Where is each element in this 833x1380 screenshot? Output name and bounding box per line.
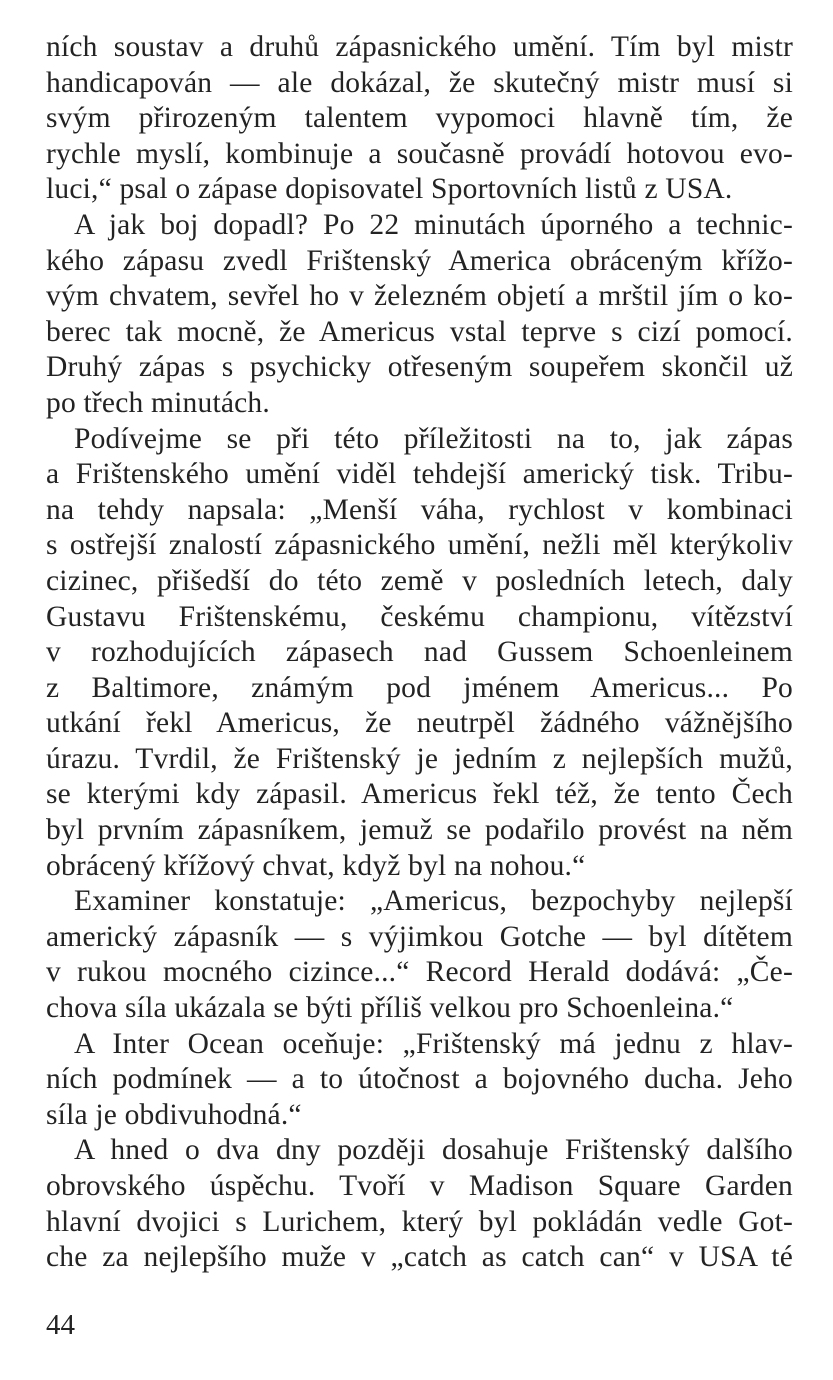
text-line: po třech minutách. (46, 386, 270, 419)
text-line: A jak boj dopadl? Po 22 minutách úporného a technic- (74, 208, 793, 241)
paragraph (46, 208, 793, 422)
text-line: se kterými kdy zápasil. Americus řekl též, že tento Čech (46, 778, 793, 811)
text-line: A hned o dva dny později dosahuje Frištenský dalšího (74, 1134, 793, 1167)
text-line: na tehdy napsala: „Menší váha, rychlost v kombinaci (46, 493, 793, 526)
text-line: rychle myslí, kombinuje a současně provádí hotovou evo- (46, 137, 793, 170)
text-line: handicapován — ale dokázal, že skutečný mistr musí si (46, 66, 793, 99)
text-line: s ostřejší znalostí zápasnického umění, nežli měl kterýkoliv (46, 529, 793, 562)
paragraph (46, 1027, 793, 1134)
text-line: che za nejlepšího muže v „catch as catch can“ v USA té (46, 1241, 793, 1274)
paragraph (46, 1133, 793, 1275)
text-line: a Frištenského umění viděl tehdejší americký tisk. Tribu- (46, 458, 793, 491)
text-line: americký zápasník — s výjimkou Gotche — byl dítětem (46, 920, 793, 953)
text-line: hlavní dvojici s Lurichem, který byl pokládán vedle Got- (46, 1205, 793, 1238)
text-line: úrazu. Tvrdil, že Frištenský je jedním z nejlepších mužů, (46, 742, 793, 775)
text-line: svým přirozeným talentem vypomoci hlavně tím, že (46, 102, 793, 135)
text-line: A Inter Ocean oceňuje: „Frištenský má jednu z hlav- (74, 1027, 793, 1060)
paragraph (46, 30, 793, 208)
text-line: Podívejme se při této příležitosti na to, jak zápas (74, 422, 793, 455)
text-line: síla je obdivuhodná.“ (46, 1098, 302, 1131)
text-line: z Baltimore, známým pod jménem Americus... Po (46, 671, 793, 704)
body-text (46, 30, 793, 1276)
text-line: Examiner konstatuje: „Americus, bezpochyby nejlepší (74, 885, 793, 918)
text-line: byl prvním zápasníkem, jemuž se podařilo provést na něm (46, 814, 793, 847)
text-line: ních soustav a druhů zápasnického umění. Tím byl mistr (46, 31, 793, 63)
text-line: chova síla ukázala se býti příliš velkou pro Schoenleina.“ (46, 992, 734, 1025)
text-line: cizinec, přišedší do této země v posledních letech, daly (46, 564, 793, 597)
text-line: v rozhodujících zápasech nad Gussem Schoenleinem (46, 636, 793, 669)
page-number: 44 (46, 1309, 75, 1341)
text-line: utkání řekl Americus, že neutrpěl žádného vážnějšího (46, 707, 793, 740)
text-line: berec tak mocně, že Americus vstal teprve s cizí pomocí. (46, 315, 793, 348)
text-line: luci,“ psal o zápase dopisovatel Sportovních listů z USA. (46, 173, 733, 206)
text-line: obrácený křížový chvat, když byl na nohou.“ (46, 849, 586, 882)
paragraph (46, 422, 793, 885)
text-line: Gustavu Frištenskému, českému championu, vítězství (46, 600, 793, 633)
paragraph (46, 884, 793, 1026)
text-line: v rukou mocného cizince...“ Record Herald dodává: „Če- (46, 956, 793, 989)
text-line: obrovského úspěchu. Tvoří v Madison Square Garden (46, 1170, 793, 1202)
text-line: Druhý zápas s psychicky otřeseným soupeřem skončil už (46, 351, 793, 384)
text-line: vým chvatem, sevřel ho v železném objetí a mrštil jím o ko- (46, 280, 793, 313)
text-line: ních podmínek — a to útočnost a bojovného ducha. Jeho (46, 1063, 793, 1096)
text-line: kého zápasu zvedl Frištenský America obráceným křížo- (46, 244, 793, 277)
